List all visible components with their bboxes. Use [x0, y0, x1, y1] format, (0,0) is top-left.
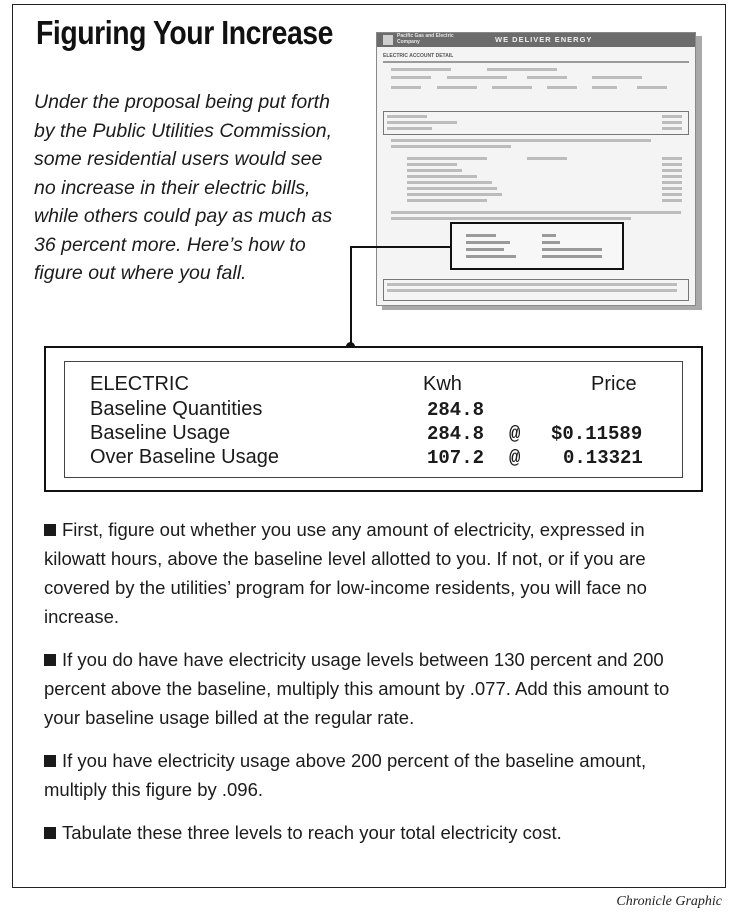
bill-fineprint	[387, 283, 677, 286]
bill-fineprint	[391, 139, 651, 142]
row-price: $0.11589	[551, 423, 643, 445]
bill-fineprint	[391, 211, 681, 214]
bill-fineprint	[547, 86, 577, 89]
row-label: Over Baseline Usage	[90, 446, 279, 468]
connector-line	[350, 246, 450, 248]
row-label: Baseline Quantities	[90, 398, 263, 420]
bill-fineprint	[407, 193, 502, 196]
row-at-sign: @	[509, 423, 521, 445]
bill-fineprint	[662, 121, 682, 124]
graphic-title: Figuring Your Increase	[36, 14, 334, 51]
bullet-square-icon	[44, 755, 56, 767]
bill-fineprint	[527, 157, 567, 160]
bill-fineprint	[487, 68, 557, 71]
bill-fineprint	[662, 175, 682, 178]
bill-header-bar	[377, 33, 695, 47]
bill-fineprint	[407, 187, 497, 190]
bill-section-title: ELECTRIC ACCOUNT DETAIL	[383, 53, 454, 59]
row-at-sign: @	[509, 447, 521, 469]
bill-fineprint	[592, 86, 617, 89]
bill-fineprint	[391, 86, 421, 89]
bullet-text: First, figure out whether you use any amount of electricity, expressed in kilowatt hours, above the baseline level allotted to you. If not, or if you are covered by the utilities’ program for low-income residents, you will face no increase.	[44, 519, 647, 627]
bill-fineprint	[387, 127, 432, 130]
bill-electric-highlight	[450, 222, 624, 270]
bill-company-name: Pacific Gas and Electric Company	[397, 33, 454, 45]
bill-fineprint	[637, 86, 667, 89]
bill-fineprint	[387, 289, 677, 292]
price-header: Price	[591, 373, 637, 395]
company-logo-icon	[383, 35, 393, 45]
bill-fineprint	[447, 76, 507, 79]
bullet-square-icon	[44, 827, 56, 839]
bill-fineprint	[407, 157, 487, 160]
bill-fineprint	[662, 157, 682, 160]
bill-fineprint	[387, 121, 457, 124]
electric-detail-inner	[64, 361, 683, 478]
instruction-list	[44, 515, 704, 861]
bullet-square-icon	[44, 524, 56, 536]
bill-slogan: WE DELIVER ENERGY	[495, 35, 593, 44]
electric-detail-box	[44, 346, 703, 492]
bill-fineprint	[466, 255, 516, 258]
row-label: Baseline Usage	[90, 422, 231, 444]
bill-fineprint	[662, 187, 682, 190]
bill-fineprint	[387, 115, 427, 118]
bill-fineprint	[437, 86, 477, 89]
bill-fineprint	[527, 76, 567, 79]
graphic-credit: Chronicle Graphic	[616, 894, 722, 909]
row-kwh: 284.8	[427, 423, 485, 445]
bill-fineprint	[492, 86, 532, 89]
row-kwh: 107.2	[427, 447, 485, 469]
bill-fineprint	[662, 181, 682, 184]
bill-fineprint	[466, 234, 496, 237]
bill-fineprint	[542, 241, 560, 244]
bill-fineprint	[466, 248, 504, 251]
bill-fineprint	[407, 169, 462, 172]
bill-fineprint	[662, 127, 682, 130]
bill-fineprint	[407, 163, 457, 166]
row-kwh: 284.8	[427, 399, 485, 421]
bill-fineprint	[542, 234, 556, 237]
connector-line	[350, 246, 352, 346]
bill-fineprint	[391, 76, 431, 79]
bill-fineprint	[662, 193, 682, 196]
bill-fineprint	[662, 163, 682, 166]
row-price: 0.13321	[563, 447, 643, 469]
bill-fineprint	[466, 241, 510, 244]
bill-fineprint	[662, 115, 682, 118]
bill-fineprint	[542, 248, 602, 251]
bill-fineprint	[391, 145, 511, 148]
kwh-header: Kwh	[423, 373, 462, 395]
list-item	[44, 746, 704, 804]
list-item	[44, 515, 704, 631]
bullet-square-icon	[44, 654, 56, 666]
bill-fineprint	[592, 76, 642, 79]
bullet-text: Tabulate these three levels to reach your total electricity cost.	[62, 822, 562, 843]
bill-fineprint	[662, 169, 682, 172]
bill-fineprint	[391, 68, 451, 71]
bill-rule	[383, 61, 689, 63]
bullet-text: If you have electricity usage above 200 percent of the baseline amount, multiply this figure by .096.	[44, 750, 647, 800]
list-item	[44, 818, 704, 847]
bill-fineprint	[407, 181, 492, 184]
bill-fineprint	[662, 199, 682, 202]
bill-fineprint	[407, 175, 477, 178]
bill-fineprint	[542, 255, 602, 258]
list-item	[44, 645, 704, 732]
bill-fineprint	[391, 217, 631, 220]
bullet-text: If you do have have electricity usage levels between 130 percent and 200 percent above the baseline, multiply this amount by .077. Add this amount to your baseline usage billed at the regular rate.	[44, 649, 670, 728]
bill-fineprint	[407, 199, 487, 202]
electric-header-label: ELECTRIC	[90, 373, 189, 395]
intro-text: Under the proposal being put forth by the Public Utilities Commission, some residential users would see no increase in their electric bills, while others could pay as much as 36 percent more. Here’s how to figure out where you fall.	[34, 91, 333, 284]
